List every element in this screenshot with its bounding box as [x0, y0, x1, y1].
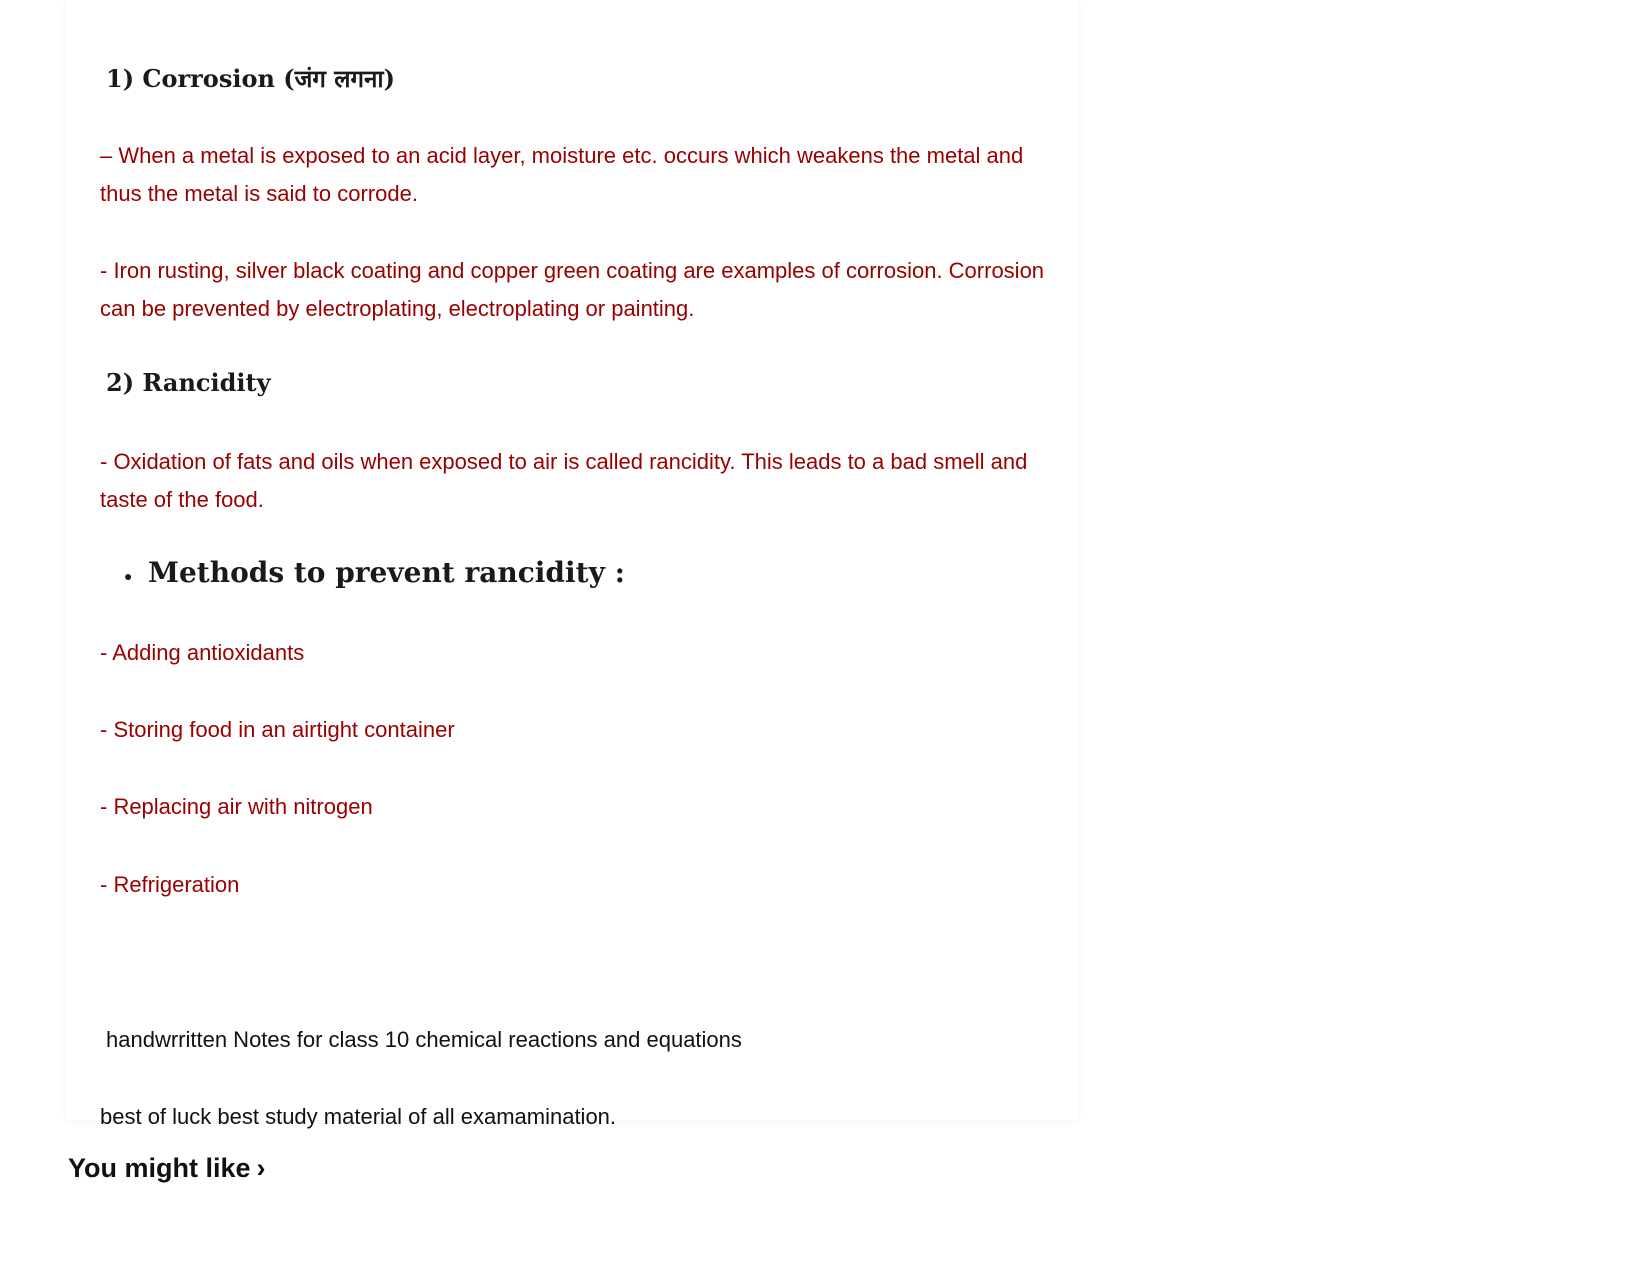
- you-might-like-heading[interactable]: [68, 1153, 266, 1184]
- bullet-icon: ●: [124, 568, 133, 584]
- corrosion-paragraph-1: – When a metal is exposed to an acid layer, moisture etc. occurs which weakens the metal and thus the metal is said to corrode.: [100, 143, 1024, 206]
- article-card: [66, 0, 1078, 1129]
- method-item: - Replacing air with nitrogen: [100, 794, 373, 819]
- heading-rancidity: 2) Rancidity: [106, 368, 271, 397]
- you-might-like-label: You might like: [68, 1153, 251, 1183]
- notes-line: handwrritten Notes for class 10 chemical reactions and equations: [106, 1027, 742, 1052]
- heading-methods: Methods to prevent rancidity :: [148, 556, 625, 589]
- chevron-right-icon: ›: [256, 1153, 266, 1183]
- method-item: - Adding antioxidants: [100, 640, 305, 665]
- rancidity-paragraph: - Oxidation of fats and oils when exposed to air is called rancidity. This leads to a bad smell and taste of the food.: [100, 449, 1028, 512]
- closing-line: best of luck best study material of all examamination.: [100, 1104, 617, 1129]
- heading-corrosion: 1) Corrosion (जंग लगना): [106, 64, 395, 93]
- method-item: - Storing food in an airtight container: [100, 717, 455, 742]
- corrosion-paragraph-2: - Iron rusting, silver black coating and copper green coating are examples of corrosion. Corrosion can be prevented by electroplating, electroplating or painting.: [100, 258, 1045, 321]
- method-item: - Refrigeration: [100, 872, 240, 897]
